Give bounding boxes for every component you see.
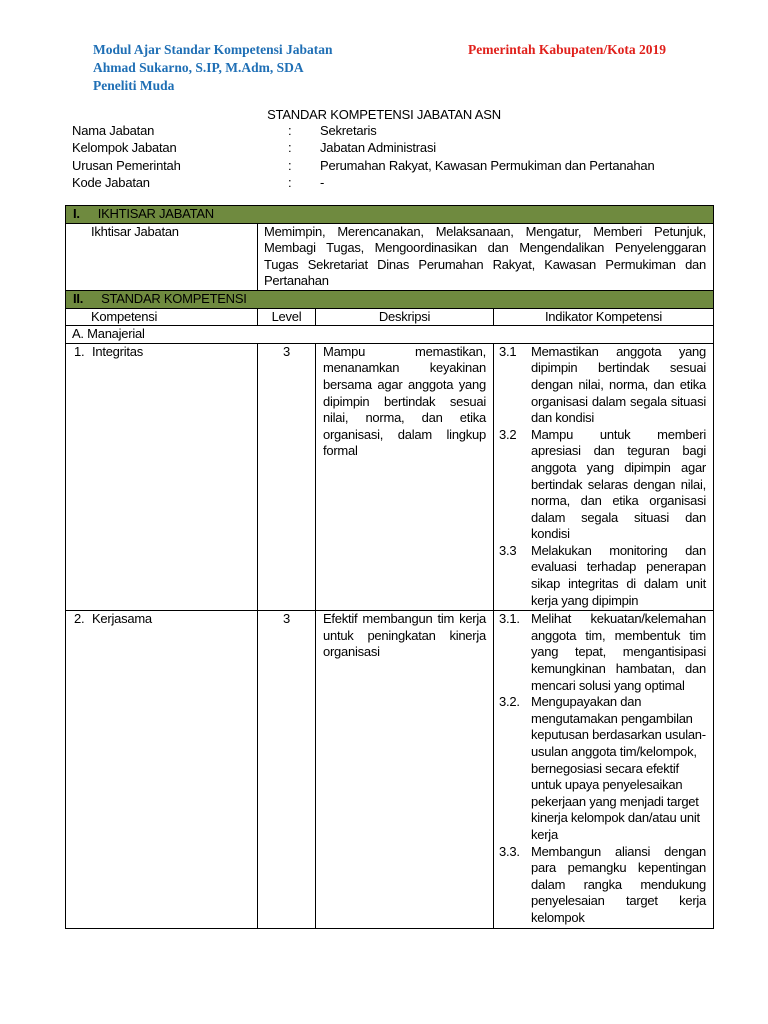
competency-level: 3 [258, 611, 316, 928]
meta-value: Sekretaris [320, 123, 377, 138]
section-header-ikhtisar [66, 206, 714, 224]
competency-number: 1. [74, 343, 85, 359]
document-title: STANDAR KOMPETENSI JABATAN ASN [267, 107, 501, 122]
column-header-kompetensi: Kompetensi [66, 308, 258, 326]
indicator-number: 3.3 [499, 542, 517, 558]
competency-level: 3 [258, 343, 316, 611]
meta-row-urusan-pemerintah [72, 157, 732, 174]
indicator-number: 3.2. [499, 694, 520, 710]
meta-separator: : [288, 140, 292, 156]
section-title: STANDAR KOMPETENSI [101, 290, 247, 306]
header-module-title: Modul Ajar Standar Kompetensi Jabatan [93, 42, 333, 57]
section-title: IKHTISAR JABATAN [97, 206, 214, 221]
column-header-indikator: Indikator Kompetensi [494, 308, 714, 326]
list-item [499, 694, 706, 843]
meta-row-nama-jabatan [72, 122, 732, 139]
section-header-standar [66, 290, 714, 308]
meta-label: Kode Jabatan [72, 174, 150, 190]
competency-cell [66, 611, 258, 928]
meta-separator: : [288, 157, 292, 173]
summary-label: Ikhtisar Jabatan [66, 223, 258, 290]
meta-label: Kelompok Jabatan [72, 140, 177, 156]
list-item [499, 344, 706, 427]
summary-row [66, 223, 714, 290]
indicator-number: 3.1 [499, 343, 517, 359]
indicator-number: 3.2 [499, 426, 517, 442]
section-header-row [66, 290, 714, 308]
header-author: Ahmad Sukarno, S.IP, M.Adm, SDA [93, 60, 304, 75]
header-author-role: Peneliti Muda [93, 78, 175, 93]
indicator-number: 3.3. [499, 843, 520, 859]
table-row [66, 611, 714, 928]
list-item [499, 427, 706, 543]
section-number: II. [73, 290, 84, 306]
meta-label: Urusan Pemerintah [72, 157, 181, 173]
header-right: Pemerintah Kabupaten/Kota 2019 [468, 42, 666, 57]
competency-name: Integritas [92, 343, 143, 359]
indicator-text: Melakukan monitoring dan evaluasi terhadap penerapan sikap integritas di dalam unit kerja yang dipimpin [531, 542, 707, 608]
meta-value: Jabatan Administrasi [320, 140, 436, 156]
header-left [93, 41, 413, 95]
column-header-row [66, 308, 714, 326]
indicator-text: Melihat kekuatan/kelemahan anggota tim, membentuk tim yang tepat, mengantisipasi kemungkinan hambatan, dan mencari solusi yang optimal [531, 611, 707, 693]
indicator-text: Memastikan anggota yang dipimpin bertindak sesuai dengan nilai, norma, dan etika organisasi dalam segala situasi dan kondisi [531, 343, 707, 426]
section-header-row [66, 206, 714, 224]
competency-table [65, 205, 714, 929]
meta-value: Perumahan Rakyat, Kawasan Permukiman dan Pertanahan [320, 157, 655, 173]
indicator-text: Mengupayakan dan mengutamakan pengambilan keputusan berdasarkan usulan-usulan anggota tim/kelompok, bernegosiasi secara efektif untuk upaya penyelesaikan pekerjaan yang menjadi target kinerja kelompok dan/atau unit kerja [531, 694, 706, 842]
meta-separator: : [288, 174, 292, 190]
column-header-deskripsi: Deskripsi [316, 308, 494, 326]
meta-row-kelompok-jabatan [72, 139, 732, 156]
summary-text: Memimpin, Merencanakan, Melaksanaan, Mengatur, Memberi Petunjuk, Membagi Tugas, Mengoordinasikan dan Mengendalikan Penyelenggaran Tugas Sekretariat Dinas Perumahan Rakyat, Kawasan Permukiman dan Pertanahan [258, 223, 714, 290]
section-number: I. [73, 206, 80, 221]
competency-description: Mampu memastikan, menanamkan keyakinan bersama agar anggota yang dipimpin bertindak sesuai nilai, norma, dan etika organisasi, dalam lingkup formal [316, 343, 494, 611]
indicator-text: Mampu untuk memberi apresiasi dan teguran bagi anggota yang dipimpin agar bertindak selaras dengan nilai, norma, dan etika organisasi dalam segala situasi dan kondisi [531, 426, 707, 542]
meta-row-kode-jabatan [72, 174, 732, 191]
indicator-list [494, 611, 714, 928]
competency-name: Kerjasama [92, 611, 152, 627]
group-label-manajerial: A. Manajerial [66, 326, 714, 344]
competency-number: 2. [74, 611, 85, 627]
group-row [66, 326, 714, 344]
indicator-number: 3.1. [499, 611, 520, 627]
indicator-text: Membangun aliansi dengan para pemangku kepentingan dalam rangka mendukung penyelesaian target kerja kelompok [531, 843, 707, 925]
table-row [66, 343, 714, 611]
competency-cell [66, 343, 258, 611]
meta-value: - [320, 174, 325, 190]
indicator-list [494, 343, 714, 611]
list-item [499, 844, 706, 927]
competency-description: Efektif membangun tim kerja untuk peningkatan kinerja organisasi [316, 611, 494, 928]
list-item [499, 611, 706, 694]
meta-separator: : [288, 123, 292, 138]
list-item [499, 543, 706, 609]
job-meta [72, 122, 732, 191]
meta-label: Nama Jabatan [72, 123, 155, 138]
column-header-level: Level [258, 308, 316, 326]
